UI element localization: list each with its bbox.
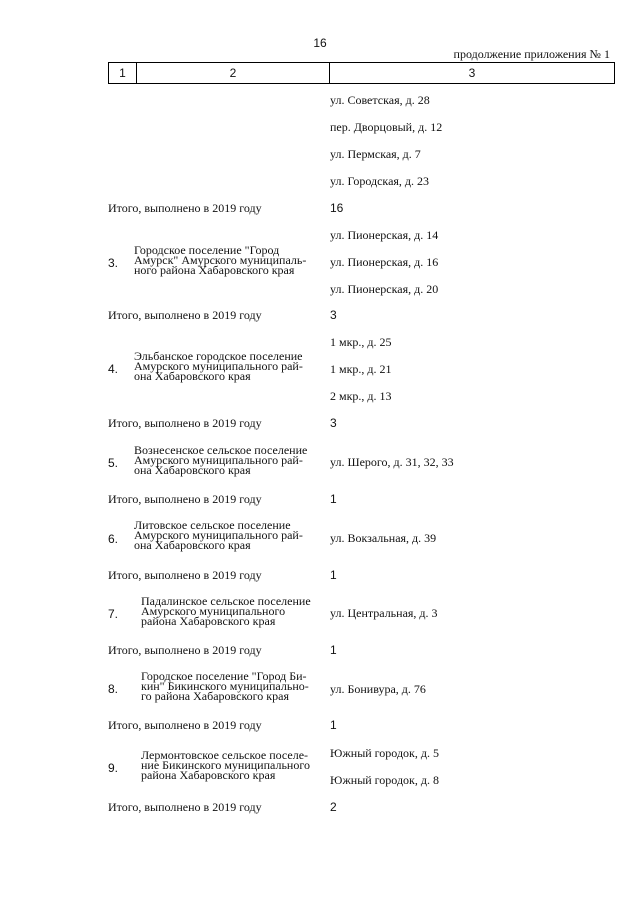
address: ул. Шерого, д. 31, 32, 33	[330, 455, 454, 469]
municipality-name: Литовское сельское поселение Амурского муниципального рай- она Хабаровского края	[134, 518, 303, 552]
address: пер. Дворцовый, д. 12	[330, 120, 443, 134]
header-col-3: 3	[468, 66, 476, 80]
address: 2 мкр., д. 13	[330, 389, 392, 403]
row-number: 6.	[108, 532, 119, 546]
municipality-name: Городское поселение "Город Амурск" Амурского муниципаль- ного района Хабаровского края	[134, 243, 307, 277]
total-value: 16	[330, 201, 344, 215]
address: 1 мкр., д. 25	[330, 335, 392, 349]
row-number: 8.	[108, 682, 119, 696]
row-number: 9.	[108, 761, 119, 775]
total-value: 2	[330, 800, 337, 814]
address: Южный городок, д. 5	[330, 746, 439, 760]
total-label: Итого, выполнено в 2019 году	[108, 643, 262, 657]
address: ул. Городская, д. 23	[330, 174, 430, 188]
table-header-row	[108, 62, 615, 84]
total-value: 1	[330, 643, 337, 657]
municipality-name: Падалинское сельское поселение Амурского муниципального района Хабаровского края	[141, 594, 311, 628]
municipality-name: Эльбанское городское поселение Амурского муниципального рай- она Хабаровского края	[134, 349, 303, 383]
row-number: 7.	[108, 607, 119, 621]
municipality-name: Городское поселение "Город Би- кин" Бикинского муниципально- го района Хабаровского края	[141, 669, 309, 703]
address: ул. Центральная, д. 3	[330, 606, 438, 620]
address: ул. Пионерская, д. 14	[330, 228, 439, 242]
total-value: 3	[330, 308, 337, 322]
page-number: 16	[313, 36, 327, 50]
header-col-2: 2	[137, 63, 330, 83]
address: ул. Пионерская, д. 16	[330, 255, 439, 269]
total-value: 3	[330, 416, 337, 430]
total-value: 1	[330, 568, 337, 582]
municipality-name: Лермонтовское сельское поселе- ние Бикинского муниципального района Хабаровского края	[141, 748, 310, 782]
total-label: Итого, выполнено в 2019 году	[108, 308, 262, 322]
address: Южный городок, д. 8	[330, 773, 439, 787]
row-number: 4.	[108, 362, 119, 376]
total-value: 1	[330, 718, 337, 732]
row-number: 3.	[108, 256, 119, 270]
total-label: Итого, выполнено в 2019 году	[108, 416, 262, 430]
total-label: Итого, выполнено в 2019 году	[108, 568, 262, 582]
address: ул. Советская, д. 28	[330, 93, 430, 107]
row-number: 5.	[108, 456, 119, 470]
address: ул. Вокзальная, д. 39	[330, 531, 437, 545]
total-label: Итого, выполнено в 2019 году	[108, 718, 262, 732]
total-label: Итого, выполнено в 2019 году	[108, 492, 262, 506]
total-value: 1	[330, 492, 337, 506]
address: ул. Пионерская, д. 20	[330, 282, 439, 296]
address: 1 мкр., д. 21	[330, 362, 392, 376]
total-label: Итого, выполнено в 2019 году	[108, 201, 262, 215]
address: ул. Пермская, д. 7	[330, 147, 421, 161]
header-col-1: 1	[109, 63, 137, 83]
municipality-name: Вознесенское сельское поселение Амурского муниципального рай- она Хабаровского края	[134, 443, 308, 477]
total-label: Итого, выполнено в 2019 году	[108, 800, 262, 814]
address: ул. Бонивура, д. 76	[330, 682, 426, 696]
continuation-label: продолжение приложения № 1	[453, 47, 610, 61]
